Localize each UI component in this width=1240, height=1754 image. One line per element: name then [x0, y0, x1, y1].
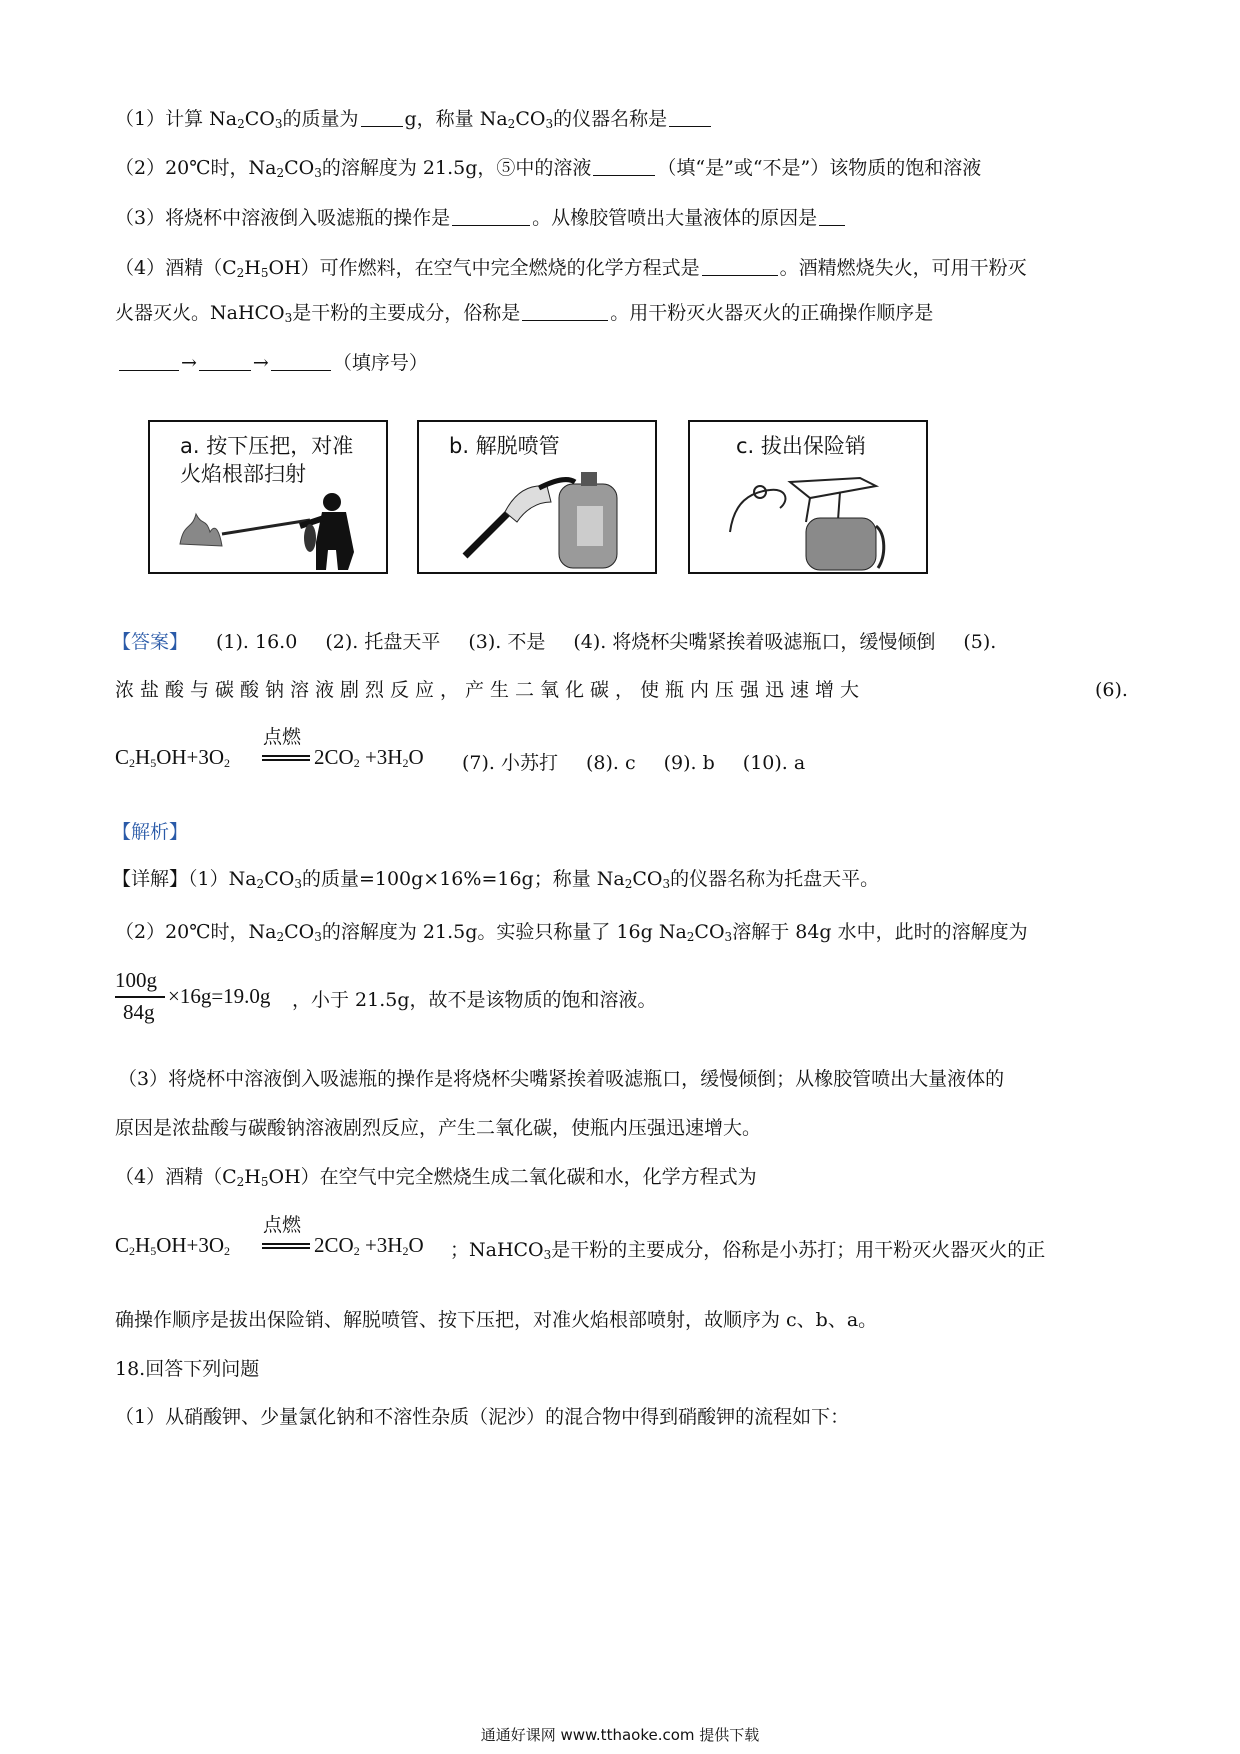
analysis-label: 【解析】	[112, 821, 189, 843]
equation-equals	[262, 755, 310, 763]
answer-blank	[199, 352, 251, 371]
question-18-title: 18.回答下列问题	[115, 1358, 260, 1380]
question-3: （3）将烧杯中溶液倒入吸滤瓶的操作是 。从橡胶管喷出大量液体的原因是	[115, 203, 847, 233]
answer-label: 【答案】	[112, 631, 189, 653]
answer-equation-rhs: $2CO_2 +3H_2O$	[314, 745, 424, 770]
answer-blank	[452, 207, 530, 226]
answer-line-2: 浓盐酸与碳酸钠溶液剧烈反应，产生二氧化碳，使瓶内压强迅速增大	[115, 679, 866, 701]
fraction-denominator: 84g	[123, 1000, 155, 1024]
figure-c-caption: c. 拔出保险销	[736, 434, 866, 458]
answer-blank	[522, 302, 608, 321]
answer-equation-condition: 点燃	[263, 726, 302, 748]
answer-line-3: (7). 小苏打 (8). c (9). b (10). a	[462, 752, 806, 774]
analysis-detail-1: 【详解】$(1)Na_2CO_3$的质量=100g×16%=16g；称量 $Na_2CO_3$的仪器名称为托盘天平。	[112, 868, 880, 891]
fraction-bar	[115, 996, 165, 998]
analysis-detail-4-cont: ；NaHCO$_3$是干粉的主要成分，俗称是小苏打；用干粉灭火器灭火的正	[450, 1239, 1046, 1262]
analysis-equation-lhs: $C_2H_5OH+3O_2$	[115, 1233, 231, 1258]
page-footer: 通通好课网 www.tthaoke.com 提供下载	[480, 1726, 760, 1744]
answer-blank	[669, 108, 711, 127]
figure-b-caption: b. 解脱喷管	[449, 434, 560, 458]
figure-a-caption: a. 按下压把，对准火焰根部扫射	[180, 434, 354, 486]
figure-a-press-handle	[148, 420, 388, 574]
question-18-part-1: （1）从硝酸钾、少量氯化钠和不溶性杂质（泥沙）的混合物中得到硝酸钾的流程如下：	[115, 1406, 850, 1428]
answer-blank	[819, 207, 845, 226]
question-2: （2）20℃时，$Na_2CO_3$的溶解度为 21.5g，⑤中的溶液 （填“是”或“不是”）该物质的饱和溶液	[115, 157, 982, 180]
analysis-equation-condition: 点燃	[263, 1214, 302, 1236]
figure-c-pull-pin	[688, 420, 928, 574]
figure-b-release-hose	[417, 420, 657, 574]
equation-equals	[262, 1243, 310, 1251]
question-1: （1）计算 $Na_2CO_3$的质量为 g，称量 $Na_2CO_3$的仪器名称是	[115, 104, 713, 139]
answer-blank	[119, 352, 179, 371]
question-4-cont: 火器灭火。NaHCO$_3$是干粉的主要成分，俗称是 。用干粉灭火器灭火的正确操作顺序是	[115, 302, 934, 325]
question-4: （4）酒精$(C_2H_5OH)$可作燃料，在空气中完全燃烧的化学方程式是 。酒精燃烧失火，可用干粉灭	[115, 257, 1027, 280]
analysis-equation-rhs: $2CO_2 +3H_2O$	[314, 1233, 424, 1258]
answer-equation-lhs: $C_2H_5OH+3O_2$	[115, 745, 231, 770]
analysis-detail-3: （3）将烧杯中溶液倒入吸滤瓶的操作是将烧杯尖嘴紧挨着吸滤瓶口，缓慢倾倒；从橡胶管喷出大量液体的	[118, 1068, 1005, 1090]
fraction-numerator: 100g	[115, 968, 157, 992]
answer-line-1: 【答案】 (1). 16.0 (2). 托盘天平 (3). 不是 (4). 将烧杯尖嘴紧挨着吸滤瓶口，缓慢倾倒 (5).	[112, 631, 997, 653]
answer-blank	[361, 108, 403, 127]
answer-blank	[702, 257, 778, 276]
analysis-detail-3-cont: 原因是浓盐酸与碳酸钠溶液剧烈反应，产生二氧化碳，使瓶内压强迅速增大。	[115, 1117, 762, 1139]
question-4-order: → → （填序号）	[117, 348, 428, 378]
answer-item-6: (6).	[1095, 679, 1128, 701]
analysis-detail-2-cont: ，小于 21.5g，故不是该物质的饱和溶液。	[292, 989, 657, 1011]
analysis-detail-2: （2）20℃时，$Na_2CO_3$的溶解度为 21.5g。实验只称量了 16g $Na_2CO_3$溶解于 84g 水中，此时的溶解度为	[115, 921, 1028, 944]
analysis-detail-4-end: 确操作顺序是拔出保险销、解脱喷管、按下压把，对准火焰根部喷射，故顺序为 c、b、a。	[115, 1309, 878, 1331]
fraction-result: ×16g=19.0g	[168, 984, 271, 1008]
answer-blank	[593, 157, 655, 176]
answer-blank	[271, 352, 331, 371]
analysis-detail-4: （4）酒精$(C_2H_5OH)$在空气中完全燃烧生成二氧化碳和水，化学方程式为	[115, 1166, 757, 1189]
